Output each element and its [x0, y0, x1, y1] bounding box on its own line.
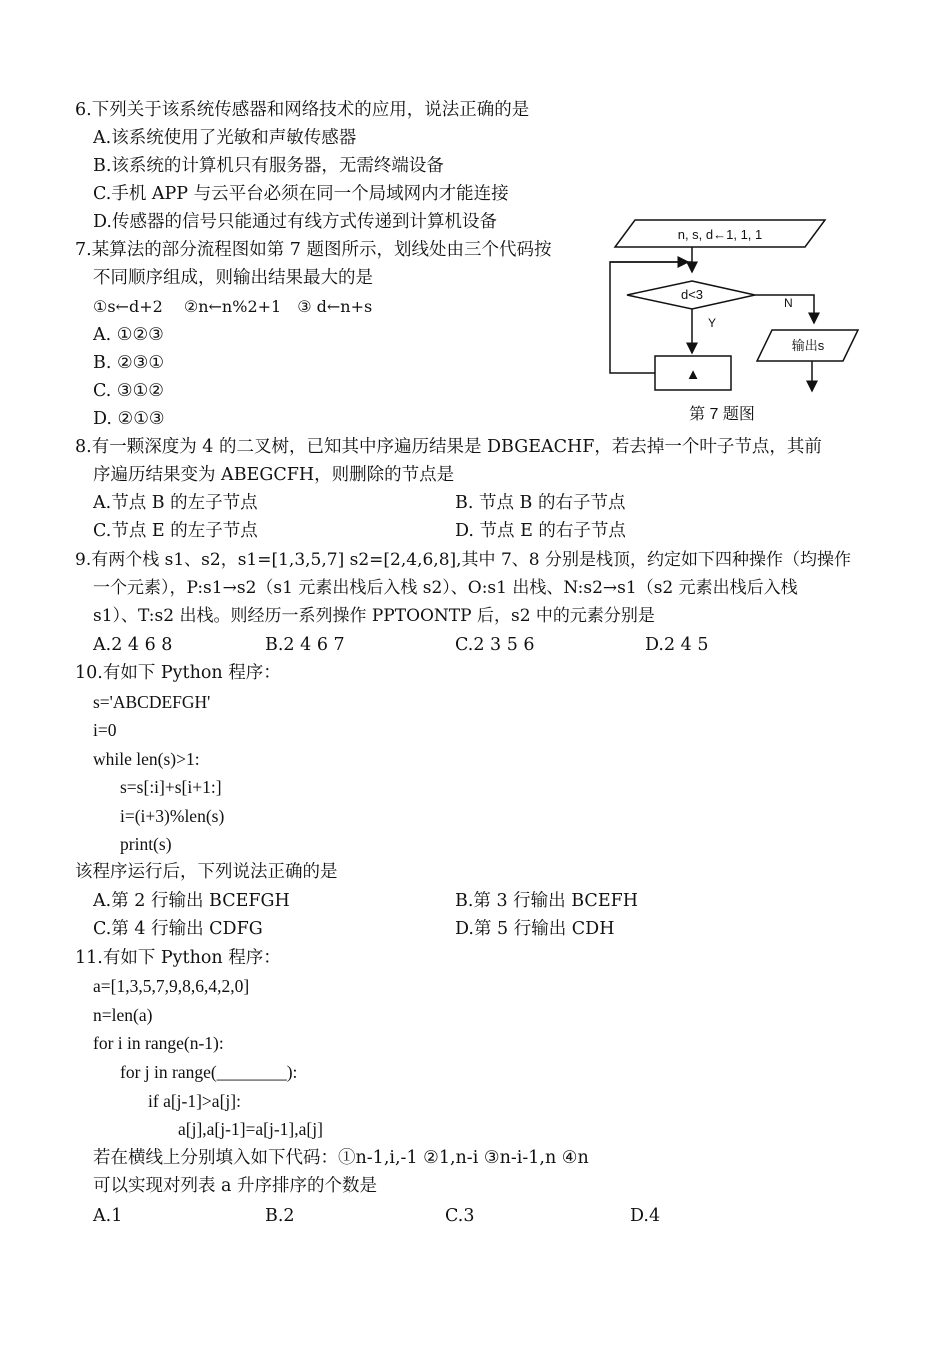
q7-flowchart — [600, 215, 870, 430]
q6-stem: 6.下列关于该系统传感器和网络技术的应用，说法正确的是 — [75, 100, 530, 120]
q10-code-line4: s=s[:i]+s[i+1:] — [120, 777, 222, 797]
q10-option-b: B.第 3 行输出 BCEFH — [455, 891, 638, 911]
q9-stem-line3: s1）、T:s2 出栈。则经历一系列操作 PPTOONTP 后，s2 中的元素分别是 — [93, 606, 655, 626]
q6-option-a: A.该系统使用了光敏和声敏传感器 — [93, 128, 357, 148]
q9-option-c: C.2 3 5 6 — [455, 635, 535, 655]
q7-option-b: B. ②③① — [93, 353, 165, 373]
q11-code-line5: if a[j-1]>a[j]: — [148, 1091, 241, 1111]
q11-option-d: D.4 — [630, 1206, 661, 1226]
q8-option-b: B. 节点 B 的右子节点 — [455, 493, 626, 513]
q9-option-d: D.2 4 5 — [645, 635, 709, 655]
flow-no-label: N — [784, 296, 793, 310]
flow-cond-text: d<3 — [680, 287, 704, 302]
q10-option-a: A.第 2 行输出 BCEFGH — [93, 891, 290, 911]
q6-option-d: D.传感器的信号只能通过有线方式传递到计算机设备 — [93, 212, 497, 232]
q10-code-line3: while len(s)>1: — [93, 749, 200, 769]
flow-init-text: n, s, d←1, 1, 1 — [677, 227, 763, 242]
q10-stem: 10.有如下 Python 程序： — [75, 663, 281, 683]
q7-figure-caption: 第 7 题图 — [689, 406, 755, 423]
q7-option-d: D. ②①③ — [93, 409, 165, 429]
q10-option-d: D.第 5 行输出 CDH — [455, 919, 615, 939]
q9-stem-line1: 9.有两个栈 s1、s2，s1=[1,3,5,7] s2=[2,4,6,8],其中 7、8 分别是栈顶，约定如下四种操作（均操作 — [75, 550, 851, 570]
q8-stem-line2: 序遍历结果变为 ABEGCFH，则删除的节点是 — [93, 465, 455, 485]
flow-output-text: 输出s — [791, 338, 825, 353]
q8-option-a: A.节点 B 的左子节点 — [93, 493, 258, 513]
q11-code-line2: n=len(a) — [93, 1005, 153, 1025]
q8-option-c: C.节点 E 的左子节点 — [93, 521, 258, 541]
q9-option-b: B.2 4 6 7 — [265, 635, 345, 655]
q11-option-c: C.3 — [445, 1206, 475, 1226]
q6-option-b: B.该系统的计算机只有服务器，无需终端设备 — [93, 156, 444, 176]
q10-code-line1: s='ABCDEFGH' — [93, 692, 211, 712]
q10-code-line6: print(s) — [120, 834, 172, 854]
q10-option-c: C.第 4 行输出 CDFG — [93, 919, 263, 939]
q8-option-d: D. 节点 E 的右子节点 — [455, 521, 626, 541]
q9-stem-line2: 一个元素），P:s1→s2（s1 元素出栈后入栈 s2）、O:s1 出栈、N:s2→s1（s2 元素出栈后入栈 — [93, 578, 798, 598]
q11-code-line4: for j in range(________): — [120, 1062, 298, 1082]
q11-code-line6: a[j],a[j-1]=a[j-1],a[j] — [178, 1119, 323, 1139]
q11-option-b: B.2 — [265, 1206, 295, 1226]
q7-option-a: A. ①②③ — [93, 325, 164, 345]
flow-blank-marker: ▲ — [685, 366, 701, 383]
q7-codes: ①s←d+2 ②n←n%2+1 ③ d←n+s — [93, 297, 373, 316]
q10-code-line5: i=(i+3)%len(s) — [120, 806, 225, 826]
q8-stem-line1: 8.有一颗深度为 4 的二叉树，已知其中序遍历结果是 DBGEACHF，若去掉一个叶子节点，其前 — [75, 437, 822, 457]
q11-after-line1: 若在横线上分别填入如下代码：①n-1,i,-1 ②1,n-i ③n-i-1,n ④n — [93, 1148, 589, 1168]
q11-option-a: A.1 — [93, 1206, 123, 1226]
q11-code-line1: a=[1,3,5,7,9,8,6,4,2,0] — [93, 976, 250, 996]
q7-option-c: C. ③①② — [93, 381, 164, 401]
q11-after-line2: 可以实现对列表 a 升序排序的个数是 — [93, 1176, 378, 1196]
q10-code-line2: i=0 — [93, 720, 117, 740]
q9-option-a: A.2 4 6 8 — [93, 635, 173, 655]
q11-stem: 11.有如下 Python 程序： — [75, 948, 281, 968]
q6-option-c: C.手机 APP 与云平台必须在同一个局域网内才能连接 — [93, 184, 509, 204]
flow-yes-label: Y — [708, 316, 717, 330]
q11-code-line3: for i in range(n-1): — [93, 1033, 224, 1053]
q7-stem-line2: 不同顺序组成，则输出结果最大的是 — [93, 268, 373, 288]
q10-after: 该程序运行后，下列说法正确的是 — [75, 862, 338, 882]
q7-stem-line1: 7.某算法的部分流程图如第 7 题图所示，划线处由三个代码按 — [75, 240, 552, 260]
